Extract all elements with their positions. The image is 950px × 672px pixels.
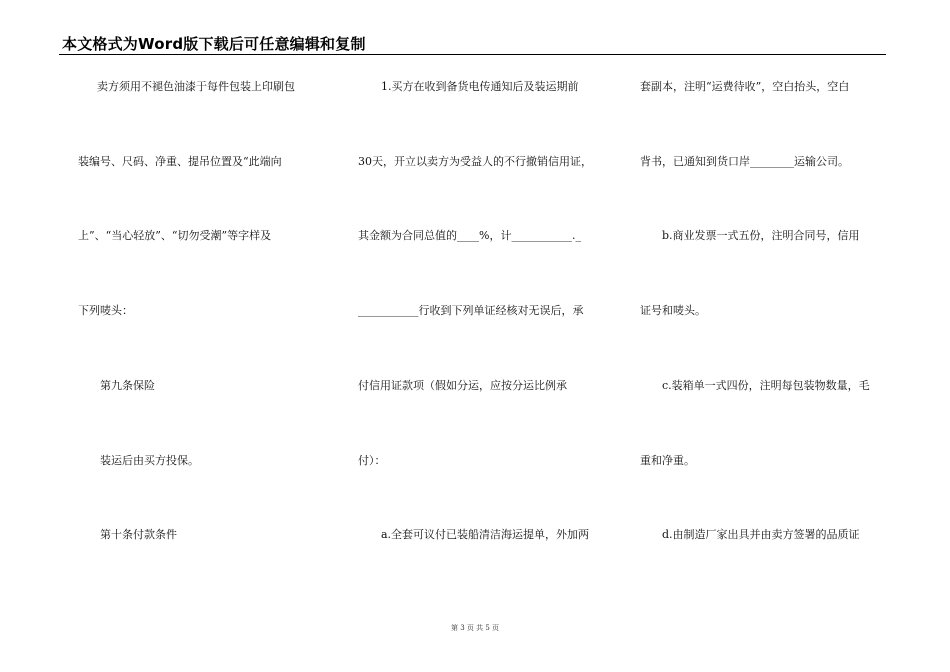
text-line: 上”、“当心轻放”、“切勿受潮”等字样及 xyxy=(78,229,272,242)
page-number-footer: 第 3 页 共 5 页 xyxy=(450,624,500,632)
text-line: b.商业发票一式五份，注明合同号，信用 xyxy=(662,229,860,242)
text-line: 30天，开立以卖方为受益人的不行撤销信用证， xyxy=(358,155,592,168)
text-line: 背书，已通知到货口岸________运输公司。 xyxy=(640,155,849,168)
text-line: 装编号、尺码、净重、提吊位置及“此端向 xyxy=(78,155,282,168)
text-line: c.装箱单一式四份，注明每包装物数量，毛 xyxy=(662,379,870,392)
text-line: a.全套可议付已装船清洁海运提单，外加两 xyxy=(381,528,590,541)
text-line: 套副本，注明“运费待收”，空白抬头，空白 xyxy=(640,80,850,93)
text-line: d.由制造厂家出具并由卖方签署的品质证 xyxy=(662,528,860,541)
text-line: 付）： xyxy=(358,454,386,467)
header-divider xyxy=(59,54,886,55)
text-line: ___________行收到下列单证经核对无误后，承 xyxy=(358,304,584,317)
document-header-title: 本文格式为Word版下载后可任意编辑和复制 xyxy=(62,35,366,53)
section-heading: 第九条保险 xyxy=(100,379,155,392)
text-line: 重和净重。 xyxy=(640,454,695,467)
text-line: 证号和唛头。 xyxy=(640,304,706,317)
text-line: 卖方须用不褪色油漆于每件包装上印刷包 xyxy=(97,80,295,93)
text-line: 付信用证款项（假如分运，应按分运比例承 xyxy=(358,379,567,392)
text-line: 下列唛头： xyxy=(78,304,133,317)
text-line: 装运后由买方投保。 xyxy=(100,454,199,467)
text-line: 其金额为合同总值的____%，计___________._ xyxy=(358,229,581,242)
section-heading: 第十条付款条件 xyxy=(100,528,177,541)
text-line: 1.买方在收到备货电传通知后及装运期前 xyxy=(381,80,579,93)
